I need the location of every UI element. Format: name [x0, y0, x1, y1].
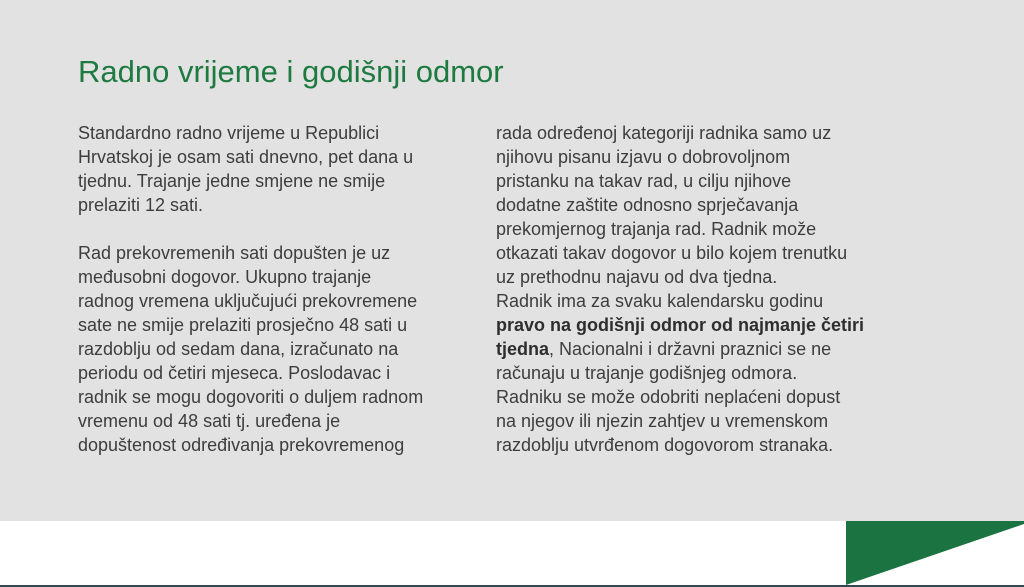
text-line: razdoblju od sedam dana, izračunato na — [78, 339, 399, 359]
text-line: Rad prekovremenih sati dopušten je uz — [78, 243, 391, 263]
green-triangle-shape — [846, 521, 1024, 585]
paragraph-spacer — [78, 217, 478, 241]
text-line-mixed — [496, 337, 906, 361]
text-line: uz prethodnu najavu od dva tjedna. — [496, 267, 778, 287]
text-line: sate ne smije prelaziti prosječno 48 sati u — [78, 315, 408, 335]
text-line: Radnik ima za svaku kalendarsku godinu — [496, 291, 824, 311]
slide-title: Radno vrijeme i godišnji odmor — [78, 54, 504, 89]
text-line: na njegov ili njezin zahtjev u vremenskom — [496, 411, 829, 431]
text-line: prelaziti 12 sati. — [78, 195, 204, 215]
green-corner-accent — [0, 521, 1024, 587]
bold-text-line: pravo na godišnji odmor od najmanje četiri — [496, 315, 865, 335]
text-line: radnog vremena uključujući prekovremene — [78, 291, 418, 311]
text-line: računaju u trajanje godišnjeg odmora. — [496, 363, 798, 383]
text-line: Hrvatskoj je osam sati dnevno, pet dana u — [78, 147, 414, 167]
text-line: njihovu pisanu izjavu o dobrovoljnom — [496, 147, 791, 167]
text-line: radnik se mogu dogovoriti o duljem radnom — [78, 387, 424, 407]
text-line: rada određenoj kategoriji radnika samo uz — [496, 123, 832, 143]
text-line: pristanku na takav rad, u cilju njihove — [496, 171, 792, 191]
bold-text-span: tjedna — [496, 339, 550, 359]
text-line: tjednu. Trajanje jedne smjene ne smije — [78, 171, 386, 191]
text-line: vremenu od 48 sati tj. uređena je — [78, 411, 341, 431]
text-line: razdoblju utvrđenom dogovorom stranaka. — [496, 435, 834, 455]
text-span: , Nacionalni i državni praznici se ne — [549, 339, 832, 359]
text-line: prekomjernog trajanja rad. Radnik može — [496, 219, 817, 239]
text-line: dopuštenost određivanja prekovremenog — [78, 435, 405, 455]
right-text-column — [496, 121, 906, 457]
text-line: Standardno radno vrijeme u Republici — [78, 123, 380, 143]
text-line: otkazati takav dogovor u bilo kojem trenutku — [496, 243, 848, 263]
text-line: dodatne zaštite odnosno sprječavanja — [496, 195, 799, 215]
text-line: međusobni dogovor. Ukupno trajanje — [78, 267, 372, 287]
left-text-column — [78, 121, 478, 457]
text-line: Radniku se može odobriti neplaćeni dopust — [496, 387, 841, 407]
text-line: periodu od četiri mjeseca. Poslodavac i — [78, 363, 391, 383]
